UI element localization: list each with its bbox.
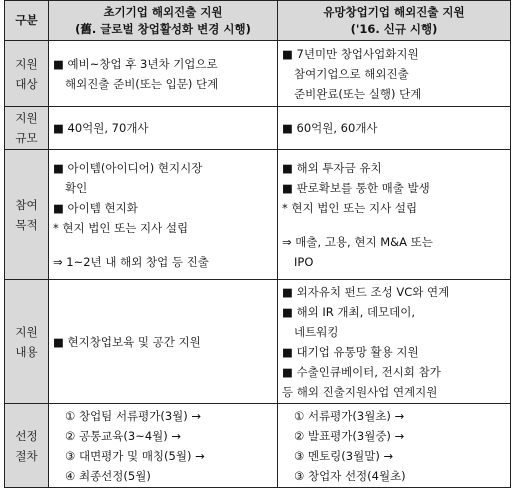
cell-early-content — [49, 280, 278, 404]
cell-line: 네트워킹 — [294, 324, 339, 339]
procedure-step: ① 서류평가(3월초) → — [294, 408, 405, 423]
row-label-target — [5, 41, 49, 107]
procedure-step: ② 공통교육(3~4월) → — [65, 428, 182, 443]
procedure-step: ④ 최종선정(5월) — [65, 468, 151, 483]
cell-early-purpose — [49, 150, 278, 280]
row-target — [5, 41, 511, 107]
row-procedure — [5, 404, 511, 488]
cell-line: 확인 — [65, 180, 88, 195]
cell-line: ■ 판로확보를 통한 매출 발생 — [282, 180, 430, 195]
header-category — [5, 1, 49, 41]
cell-promising-target — [278, 41, 511, 107]
cell-line: ■ 해외 IR 개최, 데모데이, — [282, 304, 416, 319]
header-category-label: 구분 — [15, 13, 38, 27]
row-label-line: 내용 — [15, 344, 38, 359]
procedure-step: ③ 창업자 선정(4월초) — [294, 468, 406, 483]
cell-promising-procedure — [278, 404, 511, 488]
cell-line: ■ 아이템(아이디어) 현지시장 — [53, 160, 203, 175]
procedure-step: ② 발표평가(3월중) → — [294, 428, 405, 443]
header-early-subtitle: (舊. 글로벌 창업활성화 변경 시행) — [75, 21, 251, 36]
cell-line: ■ 현지창업보육 및 공간 지원 — [53, 334, 201, 349]
procedure-step: ③ 멘토링(3월말) → — [294, 448, 394, 463]
cell-promising-scale — [278, 107, 511, 150]
row-label-line: 지원 — [15, 56, 38, 71]
row-label-line: 지원 — [15, 324, 38, 339]
cell-line: ■ 예비~창업 후 3년차 기업으로 — [53, 56, 218, 71]
row-label-purpose — [5, 150, 49, 280]
cell-line: ■ 아이템 현지화 — [53, 200, 138, 215]
cell-line: ⇒ 매출, 고용, 현지 M&A 또는 — [282, 234, 433, 249]
row-label-content — [5, 280, 49, 404]
row-purpose — [5, 150, 511, 280]
row-label-line: 참여 — [15, 197, 38, 212]
cell-early-target — [49, 41, 278, 107]
cell-line: 준비완료(또는 실행) 단계 — [294, 86, 422, 101]
row-label-line: 대상 — [15, 76, 38, 91]
cell-promising-purpose — [278, 150, 511, 280]
cell-line: ■ 40억원, 70개사 — [53, 121, 149, 135]
header-promising-subtitle: ('16. 신규 시행) — [350, 21, 438, 36]
row-scale — [5, 107, 511, 150]
cell-line: ■ 수출인큐베이터, 전시회 참가 — [282, 364, 441, 379]
row-label-line: 절차 — [15, 448, 38, 463]
cell-promising-content — [278, 280, 511, 404]
cell-line: 해외진출 준비(또는 입문) 단계 — [65, 76, 219, 91]
row-label-procedure — [5, 404, 49, 488]
procedure-step: ③ 대면평가 및 매칭(5월) → — [65, 448, 205, 463]
cell-line: IPO — [294, 254, 314, 269]
row-label-line: 선정 — [15, 428, 38, 443]
row-content — [5, 280, 511, 404]
row-label-line: 규모 — [15, 131, 38, 145]
cell-line: 참여기업으로 해외진출 — [294, 66, 409, 81]
cell-early-scale — [49, 107, 278, 150]
cell-line: * 현지 법인 또는 지사 설립 — [282, 200, 418, 215]
comparison-table — [4, 0, 511, 488]
cell-line: ■ 대기업 유통망 활용 지원 — [282, 344, 419, 359]
cell-line: 등 해외 진출지원사업 연계지원 — [282, 384, 438, 399]
cell-line: ■ 해외 투자금 유치 — [282, 160, 382, 175]
header-promising — [278, 1, 511, 41]
cell-line: ■ 60억원, 60개사 — [282, 121, 378, 135]
header-early-stage — [49, 1, 278, 41]
cell-line: ⇒ 1~2년 내 해외 창업 등 진출 — [53, 254, 209, 269]
row-label-line: 목적 — [15, 217, 38, 232]
header-promising-title: 유망창업기업 해외진출 지원 — [323, 4, 465, 19]
cell-line: ■ 7년미만 창업사업화지원 — [282, 46, 419, 61]
cell-early-procedure — [49, 404, 278, 488]
procedure-step: ① 창업팀 서류평가(3월) → — [65, 408, 202, 423]
row-label-line: 지원 — [15, 111, 38, 125]
row-label-scale — [5, 107, 49, 150]
cell-line: * 현지 법인 또는 지사 설립 — [53, 220, 189, 235]
cell-line: ■ 외자유치 펀드 조성 VC와 연계 — [282, 284, 450, 299]
header-row — [5, 1, 511, 41]
header-early-title: 초기기업 해외진출 지원 — [103, 4, 223, 19]
